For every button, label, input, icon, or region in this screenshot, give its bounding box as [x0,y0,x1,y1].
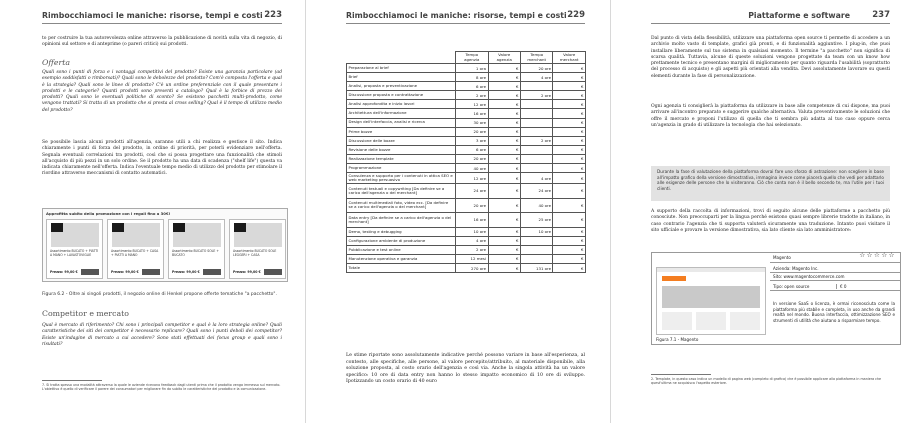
content-block [730,312,760,330]
merchant-value-cell: € [553,236,586,245]
merchant-value-cell: € [553,82,586,91]
henkel-ad-figure [42,208,288,282]
column-header: Tempo agenzia [456,52,488,64]
table-row [347,213,586,228]
activity-cell: Analisi, proposta e preventivazione [347,82,456,91]
content-block [662,312,692,330]
agency-value-cell: € [488,145,520,154]
merchant-time-cell: 4 ore [520,173,552,184]
table-row [347,136,586,145]
activity-cell: Preparazione al brief [347,64,456,73]
merchant-time-cell [520,109,552,118]
agency-value-cell: € [488,118,520,127]
activity-cell: Discussione delle bozze [347,136,456,145]
table-row [347,91,586,100]
ad-title: Approfitta subito della promozione con i regali fino a 30€! [46,211,171,216]
agency-value-cell: € [488,254,520,263]
platform-description: In versione SaaS o licenza, è ormai riconosciuta come la piattaforma più stabile e completa, in uso anche da grandi realtà nel mondo. Buona interfaccia, ottimizzazione SEO e strumenti di utilità che aiutano a risparmiare tempo. [773,301,895,323]
running-header [42,10,282,24]
merchant-value-cell: € [553,164,586,173]
product-label: Assortimento BUCATO + CASA + PIATTI A MANO [111,249,159,257]
intro-text [42,36,282,49]
competitor-questions: Qual è mercato di riferimento? Chi sono i principali competitor e qual è la loro strategia online? Quali caratteristiche dei siti dei competitor è necessario replicare? Quali sono i punti deboli dei competitor? Esiste un'indagine di mercato a cui accedere? Sono stati effettuati dei focus group e quali sono i risultati? [42,323,282,347]
section-offerta [42,60,282,66]
section-competitor [42,311,282,317]
agency-value-cell: € [488,154,520,163]
activity-cell: Realizzazione template [347,154,456,163]
section-title: Competitor e mercato [42,309,129,318]
page-number: 223 [264,10,282,20]
agency-value-cell: € [488,245,520,254]
merchant-time-cell [520,154,552,163]
agency-value-cell: € [488,109,520,118]
platform-name-row [770,253,900,263]
table-row [347,184,586,199]
merchant-time-cell [520,82,552,91]
merchant-value-cell: € [553,227,586,236]
agency-time-cell: 12 mesi [456,254,488,263]
table-row [347,118,586,127]
footnote: 7. Si tratta spesso una modalità attraverso la quale le aziende ricevono feedback dagli utenti prima che il prodotto venga immesso sul mercato. L'obiettivo è quello di verificare il parere dei consumatori per migliorare fin da subito le caratteristiche del prodotto e la comunicazione. [42,383,281,392]
merchant-value-cell: € [553,73,586,82]
activity-cell: Consulenza e supporto per i contenuti in ottica SEO e web marketing persuasivo [347,173,456,184]
agency-time-cell: 12 ore [456,173,488,184]
activity-cell: Brief [347,73,456,82]
cost-table [346,51,586,273]
rating-stars-icon: ☆☆☆☆☆ [859,251,896,259]
product-price: Prezzo: 99,00 € [50,270,78,274]
agency-time-cell: 10 ore [456,227,488,236]
agency-time-cell: 6 ore [456,145,488,154]
table-row [347,127,586,136]
agency-time-cell: 8 ore [456,73,488,82]
table-row [347,82,586,91]
merchant-value-cell: € [553,91,586,100]
table-row [347,173,586,184]
merchant-value-cell: € [553,264,586,273]
table-row [347,198,586,213]
content-block [696,312,726,330]
merchant-value-cell: € [553,127,586,136]
agency-value-cell: € [488,198,520,213]
site-banner [662,286,760,308]
agency-time-cell: 2 ore [456,245,488,254]
running-header [651,10,890,24]
merchant-time-cell [520,245,552,254]
offerta-questions: Quali sono i punti di forza e i vantaggi competitivi del prodotto? Esiste una garanzia particolare (ad esempio soddisfatti o rimborsati)? Quali sono le debolezze del prodotto? Com'è composta l'offerta e qual è la strategia? Quali sono le linee di prodotto? C'è un ordine preferenziale con il quale presentare i prodotti e le categorie? Quanti prodotti sono presenti a catalogo? Qual è la forbice di prezzo dei prodotti? Quali sono le eventuali politiche di sconto? Se esistono pacchetti multi-prodotto, come vengono trattati? Si tratta di un prodotto che si presta al cross selling? Qual è il tempo di utilizzo medio del prodotto? [42,70,282,113]
activity-cell: Manutenzione operativa e garanzia [347,254,456,263]
agency-time-cell: 1 ora [456,64,488,73]
browser-bar [657,268,765,272]
activity-cell: Programmazione [347,164,456,173]
product-badge [51,223,63,232]
agency-value-cell: € [488,136,520,145]
merchant-time-cell [520,236,552,245]
merchant-value-cell: € [553,198,586,213]
activity-cell: Analisi approfondita e inizio lavori [347,100,456,109]
agency-time-cell: 40 ore [456,164,488,173]
activity-cell: Configurazione ambiente di produzione [347,236,456,245]
activity-cell: Architettura dell'informazione [347,109,456,118]
agency-time-cell: 16 ore [456,109,488,118]
buy-button [142,269,160,275]
merchant-value-cell: € [553,145,586,154]
table-row [347,100,586,109]
intro-paragraph: to per costruire la tua autorevolezza online attraverso la pubblicazione di novità sulla vita di negozio, di opinioni sul settore e di anteprime (o pareri critici) sui prodotti. [42,36,282,48]
table-row [347,109,586,118]
merchant-time-cell: 10 ore [520,227,552,236]
product-badge [112,223,124,232]
activity-cell: Design dell'interfaccia, analisi e ricerca [347,118,456,127]
merchant-value-cell: € [553,184,586,199]
ad-product [168,219,225,279]
total-row [347,264,586,273]
product-price: Prezzo: 99,00 € [172,270,200,274]
buy-button [81,269,99,275]
activity-cell: Pubblicazione e test online [347,245,456,254]
merchant-time-cell [520,145,552,154]
agency-value-cell: € [488,264,520,273]
merchant-value-cell: € [553,64,586,73]
header-title: Piattaforme e software [748,11,850,20]
column-header: Valore agenzia [488,52,520,64]
agency-value-cell: € [488,73,520,82]
column-header: Tempo merchant [520,52,552,64]
ad-product [229,219,286,279]
agency-time-cell: 20 ore [456,127,488,136]
activity-cell: Revisione delle bozze [347,145,456,154]
product-label: Assortimento BUCATO + PIATTI A MANO + LAVASTOVIGLIE [50,249,99,257]
site-row: Sito: www.magentocommerce.com [770,272,900,281]
merchant-value-cell: € [553,118,586,127]
type-label: Tipo: open source [773,283,810,289]
section-title: Offerta [42,58,71,67]
merchant-time-cell [520,254,552,263]
merchant-time-cell: 4 ore [520,73,552,82]
merchant-time-cell: 2 ore [520,91,552,100]
footnote: 2. Template, in questo caso indica un modello di pagina web (completo di grafica) che è possibile applicare alla piattaforma in maniera che quest'ultima ne acquisisca l'aspetto esteriore. [651,377,882,386]
column-header: Valore merchant [553,52,586,64]
table-row [347,73,586,82]
activity-cell: Discussione proposta e contrattazione [347,91,456,100]
merchant-time-cell [520,127,552,136]
agency-value-cell: € [488,91,520,100]
agency-value-cell: € [488,173,520,184]
table-row [347,227,586,236]
merchant-value-cell: € [553,109,586,118]
product-price: Prezzo: 99,00 € [111,270,139,274]
agency-value-cell: € [488,127,520,136]
tip-box: Durante la fase di valutazione della piattaforma dovrai fare uno sforzo di astrazione: non scegliere in base all'impatto grafico della versione dimostrativa, immagina invece come piacerà quello che vedi per adattarlo alle esigenze delle persone che lo visiteranno. Ciò che conta non è il bello secondo te, ma l'utile per i tuoi clienti. [651,166,890,201]
header-title: Rimbocchiamoci le maniche: risorse, tempi e costi [346,11,567,20]
agency-time-cell: 24 ore [456,184,488,199]
company-row: Azienda: Magento Inc. [770,264,900,273]
page-237 [610,0,910,423]
merchant-value-cell: € [553,254,586,263]
merchant-time-cell: 25 ore [520,213,552,228]
agency-time-cell: 20 ore [456,154,488,163]
merchant-time-cell [520,118,552,127]
agency-time-cell: 4 ore [456,236,488,245]
agency-time-cell: 30 ore [456,118,488,127]
page-223 [0,0,300,423]
agency-value-cell: € [488,184,520,199]
agency-time-cell: 20 ore [456,198,488,213]
agency-value-cell: € [488,82,520,91]
product-label: Assortimento BUCATO SOLE + BUCATO [172,249,219,257]
page-number: 229 [567,10,585,20]
merchant-time-cell [520,164,552,173]
price-value: € 0 [836,284,847,289]
table-row [347,245,586,254]
table-row [347,154,586,163]
buy-button [203,269,221,275]
ad-product [107,219,164,279]
table-body [347,64,586,273]
table-row [347,64,586,73]
table-row [347,164,586,173]
merchant-time-cell [520,100,552,109]
platforms-intro: A supporto della raccolta di informazioni, trovi di seguito alcune delle piattaforme a pacchetto più conosciute. Non preoccuparti per la lingua perché esistono quasi sempre librerie tradotte in italiano, in caso contrario l'agenzia che ti supporta valuterà sicuramente una traduzione. Intanto puoi visitare il sito ufficiale e provare la versione dimostrativa, sia lato cliente sia lato amministratore: [651,209,890,233]
table-header-row [347,52,586,64]
magento-logo [662,276,686,281]
activity-cell: Totale [347,264,456,273]
agency-value-cell: € [488,64,520,73]
merchant-time-cell: 131 ore [520,264,552,273]
platform-paragraph: Dal punto di vista della flessibilità, utilizzare una piattaforma open source ti permette di accedere a un archivio molto vasto di template, grafici già pronti, e di funzionalità aggiuntive. I plug-in, che puoi installare liberamente sul tuo sistema in qualsiasi momento. Il termine "a pacchetto" non significa di scarsa qualità. Tuttavia, alcune di queste soluzioni vengono progettate da team con un know how prettamente tecnico e presentano margini di miglioramento per quanto riguarda l'usabilità (soprattutto del processo di acquisto) e gli aspetti più orientati alla vendita. Devi assolutamente lavorare su questi elementi durante la fase di personalizzazione. [651,36,890,79]
product-badge [234,223,246,232]
product-price: Prezzo: 99,00 € [233,270,261,274]
merchant-time-cell: 40 ore [520,198,552,213]
merchant-time-cell: 2 ore [520,136,552,145]
agency-time-cell: 3 ore [456,136,488,145]
merchant-time-cell: 20 ore [520,64,552,73]
agency-value-cell: € [488,236,520,245]
figure-caption: Figura 7.1 - Magento [656,337,699,342]
agency-time-cell: 6 ore [456,82,488,91]
buy-button [264,269,282,275]
agency-value-cell: € [488,227,520,236]
blank-header [347,52,456,64]
magento-screenshot [656,267,766,335]
platform-name: Magento [773,254,791,260]
agency-value-cell: € [488,213,520,228]
header-title: Rimbocchiamoci le maniche: risorse, tempi e costi [42,11,263,20]
agency-time-cell: 270 ore [456,264,488,273]
activity-cell: Prime bozze [347,127,456,136]
ad-product [46,219,103,279]
footnote-rule [42,380,102,381]
activity-cell: Data entry [Da definire se a carico dell'agenzia o del merchant] [347,213,456,228]
agency-value-cell: € [488,100,520,109]
page-229 [305,0,605,423]
merchant-value-cell: € [553,213,586,228]
agency-time-cell: 2 ore [456,91,488,100]
figure-caption: Figura 6.2 - Oltre ai singoli prodotti, il negozio online di Henkel propone offerte tematiche "a pacchetto". [42,292,277,297]
type-row [770,282,900,291]
platform-infobox [651,252,901,345]
table-row [347,145,586,154]
merchant-value-cell: € [553,136,586,145]
footnote-rule [651,374,711,375]
agency-paragraph: Ogni agenzia ti consiglierà la piattaforma da utilizzare in base alle competenze di cui dispone, ma puoi arrivare all'incontro preparato e suggerire qualche alternativa. Valuta preventivamente le soluzioni che offre il mercato e proponi l'utilizzo di quella che ti sembra più adatta al tuo caso oppure cerca un'agenzia in grado di utilizzare la tecnologia che hai selezionato. [651,104,890,128]
merchant-value-cell: € [553,245,586,254]
offerta-body: Se possibile lascia alcuni prodotti all'agenzia, saranno utili a chi realizza e gestisce il sito. Indica chiaramente i punti di forza del prodotto, in ordine di priorità, per poterli evidenziare nell'offerta. Segnala eventuali correlazioni tra prodotti, così che si possa progettare una funzionalità che stimoli all'acquisto di più pezzi in un solo ordine. Se il prodotto ha una data di scadenza ("shelf life") questa va indicata chiaramente nell'offerta. Indica l'eventuale tempo medio di utilizzo del prodotto per stimolare il riordino attraverso meccanismi di contatto automatici. [42,140,282,177]
page-number: 237 [872,10,890,20]
merchant-value-cell: € [553,100,586,109]
agency-time-cell: 16 ore [456,213,488,228]
estimate-paragraph: Le stime riportate sono assolutamente indicative perché possono variare in base all'esperienza, al contesto, alle specifiche, alle persone, al valore percepito/attribuito, al materiale disponibile, alla soluzione proposta, al costo orario dell'agenzia e così via. Anche la singola attività ha un valore specifico: 10 ore di data entry non hanno lo stesso impatto economico di 10 ore di sviluppo. Ipotizzando un costo orario di 40 euro [346,353,585,385]
merchant-time-cell: 24 ore [520,184,552,199]
activity-cell: Contenuti multimediali foto, video ecc. [Da definire se a carico dell'agenzia o del merchant] [347,198,456,213]
agency-value-cell: € [488,164,520,173]
activity-cell: Contenuti testuali e copywriting [Da definire se a carico dell'agenzia o del merchant] [347,184,456,199]
merchant-value-cell: € [553,173,586,184]
agency-time-cell: 12 ore [456,100,488,109]
product-badge [173,223,185,232]
merchant-value-cell: € [553,154,586,163]
running-header [346,10,585,24]
table-row [347,236,586,245]
activity-cell: Demo, testing e debugging [347,227,456,236]
table-row [347,254,586,263]
product-label: Assortimento BUCATO SOLE LEGGERI + CASA [233,249,277,257]
